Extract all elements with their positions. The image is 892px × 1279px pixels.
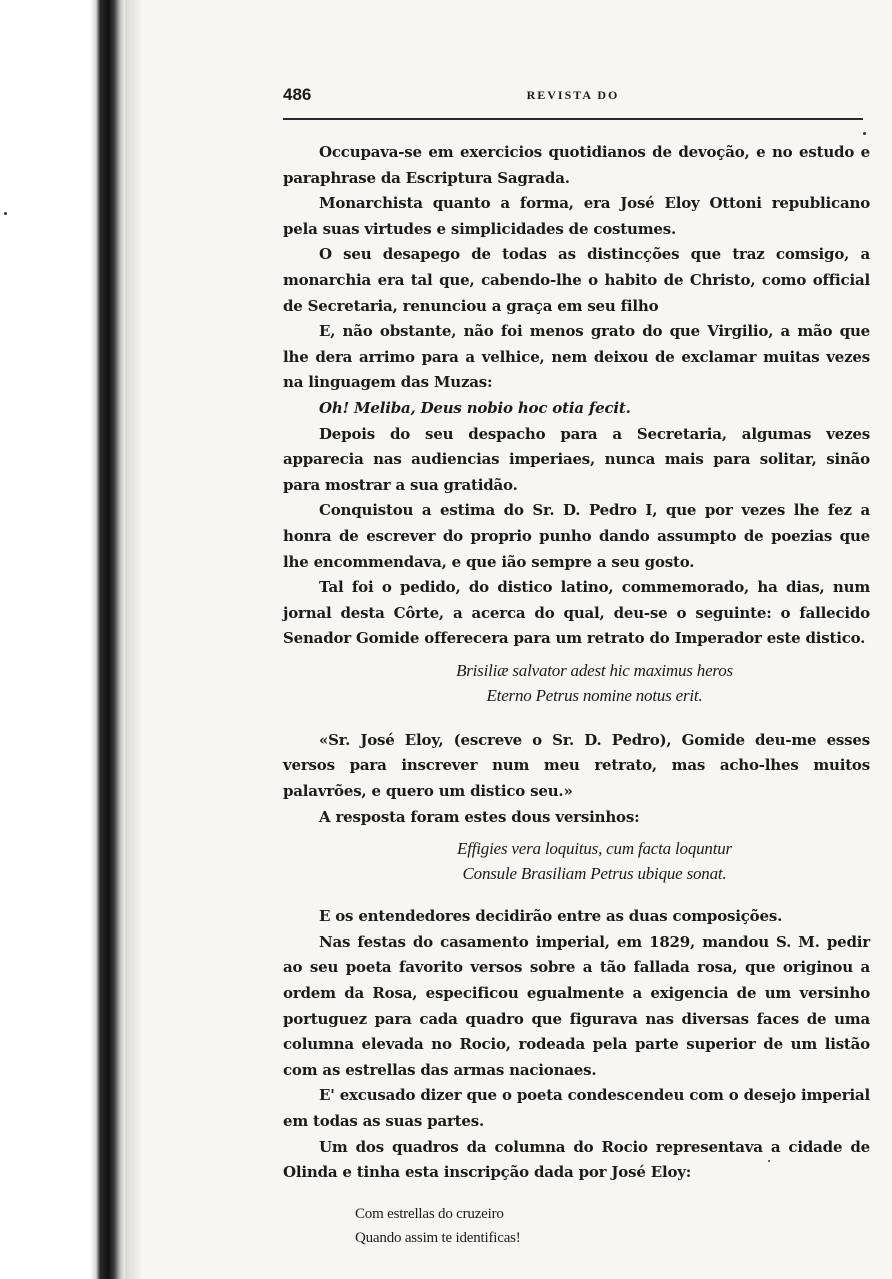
- running-head: REVISTA DO: [526, 88, 620, 102]
- book-binding-edge: [0, 0, 125, 1279]
- paragraph: E' excusado dizer que o poeta condescendeu com o desejo imperial em todas as suas partes.: [283, 1086, 870, 1130]
- page-number: 486: [283, 85, 312, 104]
- header-rule: [283, 118, 863, 120]
- scan-speck: [4, 212, 7, 215]
- verse-line: Effigies vera loquitus, cum facta loquntur: [457, 839, 732, 859]
- scan-speck: [863, 132, 866, 135]
- latin-distich-gomide: [283, 658, 870, 708]
- verse-line: Consule Brasiliam Petrus ubique sonat.: [462, 864, 727, 884]
- verse-line: Brisiliæ salvator adest hic maximus heros: [456, 660, 733, 680]
- scan-speck: [768, 1160, 770, 1162]
- paragraph: Monarchista quanto a forma, era José Eloy Ottoni republicano pela suas virtudes e simplicidades de costumes.: [283, 194, 870, 238]
- verse-line: Quando assim te identificas!: [355, 1229, 521, 1246]
- paragraph: Tal foi o pedido, do distico latino, commemorado, ha dias, num jornal desta Côrte, a acerca do qual, deu-se o seguinte: o fallecido Senador Gomide offerecera para um retrato do Imperador este distico.: [283, 578, 870, 648]
- portuguese-verse: [355, 1202, 870, 1250]
- paragraph: Conquistou a estima do Sr. D. Pedro I, que por vezes lhe fez a honra de escrever do proprio punho dando assumpto de poezias que lhe encommendava, e que ião sempre a seu gosto.: [283, 501, 870, 571]
- verse-line: Eterno Petrus nomine notus erit.: [486, 685, 703, 705]
- page-header: [283, 85, 863, 109]
- paragraph: Depois do seu despacho para a Secretaria, algumas vezes apparecia nas audiencias imperiaes, nunca mais para solitar, sinão para mostrar a sua gratidão.: [283, 424, 870, 494]
- paragraph: A resposta foram estes dous versinhos:: [319, 807, 640, 826]
- paragraph: E, não obstante, não foi menos grato do que Virgilio, a mão que lhe dera arrimo para a velhice, nem deixou de exclamar muitas vezes na linguagem das Muzas:: [283, 322, 870, 392]
- paragraph: O seu desapego de todas as distincções que traz comsigo, a monarchia era tal que, cabendo-lhe o habito de Christo, como official de Secretaria, renunciou a graça em seu filho: [283, 245, 870, 315]
- paragraph: E os entendedores decidirão entre as duas composições.: [319, 907, 783, 926]
- paragraph: Nas festas do casamento imperial, em 1829, mandou S. M. pedir ao seu poeta favorito versos sobre a tão fallada rosa, que originou a ordem da Rosa, especificou egualmente a exigencia de um versinho portuguez para cada quadro que figurava nas diversas faces de uma columna elevada no Rocio, rodeada pela parte superior de um listão com as estrellas das armas nacionaes.: [283, 932, 870, 1079]
- latin-quote: Oh! Meliba, Deus nobio hoc otia fecit.: [319, 398, 631, 417]
- page-body: [283, 140, 870, 1250]
- gutter-shadow: [125, 0, 143, 1279]
- paragraph: Occupava-se em exercicios quotidianos de devoção, e no estudo e paraphrase da Escriptura Sagrada.: [283, 143, 870, 187]
- latin-distich-eloy: [283, 836, 870, 886]
- paragraph: Um dos quadros da columna do Rocio representava a cidade de Olinda e tinha esta inscripção dada por José Eloy:: [283, 1137, 870, 1182]
- paragraph: «Sr. José Eloy, (escreve o Sr. D. Pedro), Gomide deu-me esses versos para inscrever num meu retrato, mas acho-lhes muitos palavrões, e quero um distico seu.»: [283, 730, 870, 801]
- verse-line: Com estrellas do cruzeiro: [355, 1205, 504, 1222]
